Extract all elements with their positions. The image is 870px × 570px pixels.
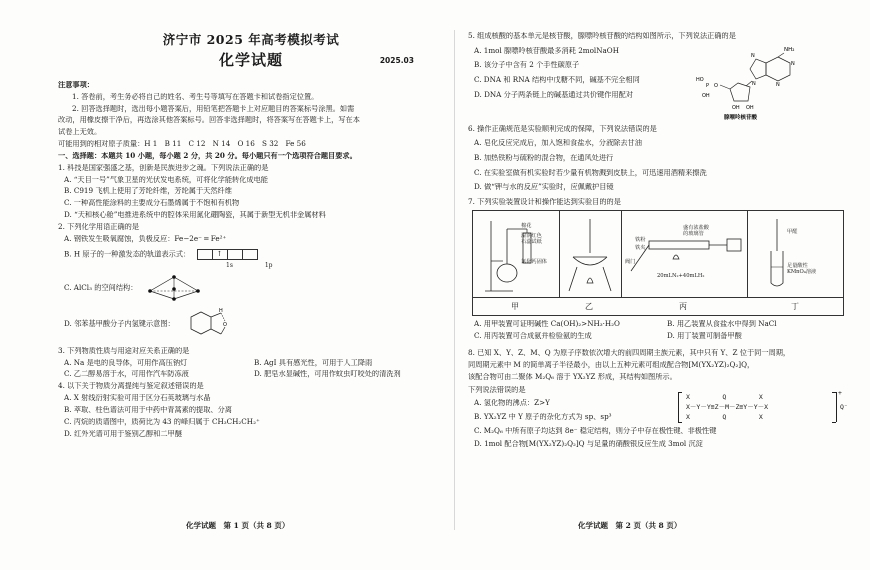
bracket-left (678, 392, 680, 422)
figure-label: P (706, 82, 710, 89)
q5-option: C. DNA 和 RNA 结构中戊糖不同，碱基不完全相同 (474, 75, 640, 84)
figure-label: HO (696, 76, 704, 83)
notice-line: 2. 回答选择题时，选出每小题答案后，用铅笔把答题卡上对应题目的答案标号涂黑。如需 (72, 104, 355, 113)
q8-option: D. 1mol 配合物[M(YX₂YZ)₂Q₂]Q 与足量的硝酸银反应生成 3mol 沉淀 (474, 440, 703, 449)
q6-option: B. 加热铁粉与硫粉的混合物，在通风处进行 (474, 153, 614, 162)
q4-option: B. 萃取、柱色谱法可用于中药中青蒿素的提取、分离 (64, 405, 232, 414)
apparatus-label: 铁夹 (635, 244, 646, 251)
apparatus-bing (621, 211, 748, 297)
q8-option: C. M₂Q₆ 中所有原子均达到 8e⁻ 稳定结构，则分子中存在极性键、非极性键 (474, 426, 717, 435)
subtitle-row (58, 51, 444, 71)
q8-block (468, 386, 860, 460)
q3-option: A. Na 是电的良导体，可用作高压钠灯 (64, 358, 188, 367)
q5-option: B. 该分子中含有 2 个手性碳原子 (474, 61, 580, 70)
q1-stem: 1. 科技是国家强盛之基，创新是民族进步之魂。下列说法正确的是 (58, 163, 269, 172)
structure-bottom: X Q X (686, 412, 763, 421)
section-heading: 一、选择题：本题共 10 小题，每小题 2 分，共 20 分。每小题只有一个选项符合题目要求。 (58, 151, 357, 160)
hydrogen-bond-figure (181, 307, 231, 341)
page-1-footer: 化学试题 第 1 页（共 8 页） (186, 521, 290, 530)
apparatus-table (472, 210, 844, 316)
orbital-box: ↑ (212, 249, 228, 260)
q2-option-a: A. 钢铁发生吸氧腐蚀，负极反应：Fe−2e⁻ ═ Fe²⁺ (64, 234, 227, 243)
apparatus-caption-row (473, 297, 843, 316)
orbital-labels (226, 262, 444, 269)
apparatus-label: 盛有浓盐酸 (683, 224, 709, 231)
apparatus-label: 铁粉 (635, 236, 646, 243)
q3-option: C. 乙二醇易溶于水，可用作汽车防冻液 (64, 370, 189, 379)
structure-counter-ion: Q⁻ (840, 402, 848, 411)
q1-option: A. “天目一号”气象卫星的光伏发电系统，可将化学能转化成电能 (64, 175, 268, 184)
notice-line: 1. 答卷前，考生务必将自己的姓名、考生号等填写在答题卡和试卷指定位置。 (72, 92, 319, 101)
figure-label: O (714, 82, 718, 89)
q5-option: D. DNA 分子两条链上的碱基通过共价键作用配对 (474, 90, 633, 99)
figure-caption: 腺嘌呤核苷酸 (724, 114, 758, 121)
q6-option: D. 做“钾与水的反应”实验时，应佩戴护目镜 (474, 183, 614, 192)
q8-option: B. YX₂YZ 中 Y 原子的杂化方式为 sp、sp³ (474, 412, 612, 421)
atomic-mass-line: 可能用到的相对原子质量：H 1 B 11 C 12 N 14 O 16 S 32 Fe 56 (58, 140, 306, 149)
q3-stem: 3. 下列物质性质与用途对应关系正确的是 (58, 346, 190, 355)
q1-option: B. C919 飞机上使用了芳纶纤维，芳纶属于天然纤维 (64, 187, 232, 196)
exam-subtitle: 化学试题 (218, 51, 283, 69)
q4-option: D. 红外光谱可用于鉴别乙醇和二甲醚 (64, 429, 182, 438)
q7-option-row (468, 320, 860, 332)
orbital-boxes (197, 249, 257, 260)
q2-option-b (58, 249, 444, 260)
q6-stem: 6. 操作正确规范是实验顺利完成的保障，下列说法错误的是 (468, 124, 657, 133)
complex-structure (674, 386, 854, 426)
q8-stem: 同周期元素中 M 的简单离子半径最小，由以上五种元素可组成配合物[M(YX₂YZ)₂Q₂]Q， (468, 361, 755, 370)
tetrahedral-structure-figure (144, 275, 204, 301)
svg-text:O: O (223, 321, 227, 328)
structure-mid: X－Y－Y≡Z－M－Z≡Y－Y－X (686, 402, 769, 411)
adenine-nucleotide-figure (694, 43, 814, 123)
apparatus-label: 氯化钙固体 (521, 258, 547, 265)
apparatus-caption: 乙 (585, 301, 593, 311)
figure-label: OH (732, 104, 740, 111)
q2-option-d (58, 307, 444, 341)
apparatus-label: 阀门 (625, 258, 636, 265)
apparatus-label: 棉花 (521, 222, 532, 229)
apparatus-jia-figure (473, 211, 559, 297)
q1-option: C. 一种高性能涂料的主要成分石墨烯属于不饱和有机物 (64, 199, 240, 208)
q3-option-row (58, 359, 444, 371)
figure-label: OH (702, 92, 710, 99)
apparatus-bing-figure (621, 211, 747, 297)
orbital-label: 1p (264, 261, 273, 269)
figure-label: N (791, 60, 795, 67)
q3-option-row (58, 370, 444, 382)
figure-label: NH₂ (784, 46, 795, 53)
q7-stem: 7. 下列实验装置设计和操作能达到实验目的的是 (468, 197, 621, 206)
q7-option: B. 用乙装置从食盐水中得到 NaCl (667, 319, 777, 328)
apparatus-ding-figure (747, 211, 843, 297)
orbital-box (242, 249, 258, 260)
page-1 (58, 22, 444, 441)
apparatus-label: 20mLN₂+40mLH₂ (657, 272, 705, 279)
apparatus-caption: 甲 (511, 301, 519, 311)
notice-line: 改动，用橡皮擦干净后，再选涂其他答案标号。回答非选择题时，将答案写在答题卡上，写在本 (58, 116, 360, 125)
apparatus-label: 的玻璃管 (683, 230, 704, 237)
q5-option: A. 1mol 腺嘌呤核苷酸最多消耗 2molNaOH (474, 46, 619, 55)
orbital-box (197, 249, 213, 260)
structure-charge: + (838, 388, 842, 397)
figure-label: N (776, 81, 780, 88)
apparatus-label: 湿润红色 (521, 232, 542, 239)
svg-text:H: H (219, 307, 223, 314)
q7-option: C. 用丙装置可合成氨并检验氨的生成 (474, 331, 592, 340)
q7-option: D. 用丁装置可制备甲酸 (667, 331, 742, 340)
apparatus-yi-figure (559, 211, 621, 297)
apparatus-label: 足量酸性 (787, 262, 808, 269)
q7-option: A. 用甲装置可证明碱性 Ca(OH)₂>NH₃·H₂O (474, 319, 620, 328)
figure-label: N (751, 52, 755, 59)
q4-option: A. X 射线衍射实验可用于区分石英玻璃与水晶 (64, 394, 211, 403)
q2-option-d-text: D. 邻苯基甲酸分子内氢键示意图： (64, 318, 175, 328)
q1-option: D. “天和核心舱”电推进系统中的腔体采用氮化硼陶瓷，其属于新型无机非金属材料 (64, 211, 326, 220)
q8-option: A. 氢化物的沸点：Z>Y (474, 399, 550, 408)
q7-option-row (468, 332, 860, 344)
exam-date: 2025.03 (379, 56, 414, 65)
q3-option: B. AgI 具有感光性，可用于人工降雨 (254, 358, 373, 367)
q5-block (468, 47, 860, 119)
apparatus-caption: 丁 (791, 301, 799, 311)
apparatus-ding (747, 211, 843, 297)
q2-stem: 2. 下列化学用语正确的是 (58, 222, 140, 231)
q3-option: D. 肥皂水显碱性，可用作蚊虫叮咬处的清洗剂 (254, 370, 401, 379)
notice-line: 试卷上无效。 (58, 128, 102, 137)
q2-option-b-text: B. H 原子的一种激发态的轨道表示式： (64, 249, 191, 259)
apparatus-label: 石蕊试纸 (521, 238, 542, 245)
orbital-label: 1s (226, 261, 233, 269)
q2-option-c (58, 275, 444, 301)
structure-top: X Q X (686, 392, 763, 401)
q5-stem: 5. 组成核酸的基本单元是核苷酸，腺嘌呤核苷酸的结构如图所示，下列说法正确的是 (468, 32, 736, 40)
figure-label: OH (746, 104, 754, 111)
apparatus-caption: 丙 (679, 301, 687, 311)
page-divider (454, 30, 455, 530)
page-2 (468, 32, 860, 460)
q4-option: C. 丙烷的质谱图中，质荷比为 43 的峰归属于 CH₃CH₂CH₂⁺ (64, 417, 260, 426)
q8-stem: 下列说法错误的是 (468, 385, 526, 394)
apparatus-label: 甲醛 (787, 228, 798, 235)
notice-title: 注意事项： (58, 81, 94, 89)
q6-option: C. 在实验室做有机实验时若少量有机物溅到皮肤上，可迅速用酒精来擦洗 (474, 168, 707, 177)
q2-option-c-text: C. AlCl₃ 的空间结构： (64, 282, 138, 292)
q8-stem: 8. 已知 X、Y、Z、M、Q 为原子序数依次增大的前四周期主族元素，其中只有 Y、Z 位于同一周期， (468, 349, 791, 358)
page-2-footer: 化学试题 第 2 页（共 8 页） (578, 521, 682, 530)
apparatus-yi (559, 211, 622, 297)
exam-title: 济宁市 2025 年高考模拟考试 (162, 32, 340, 47)
orbital-box (227, 249, 243, 260)
q6-option: A. 皂化反应完成后，加入饱和食盐水，分液除去甘油 (474, 139, 642, 148)
q4-stem: 4. 以下关于物质分离提纯与鉴定叙述错误的是 (58, 382, 204, 391)
figure-label: N (752, 80, 756, 87)
apparatus-jia (473, 211, 560, 297)
apparatus-label: KMnO₄溶液 (787, 268, 817, 275)
q8-stem: 该配合物可由二聚体 M₂Q₆ 溶于 YX₂YZ 形成，其结构如图所示。 (468, 372, 677, 381)
